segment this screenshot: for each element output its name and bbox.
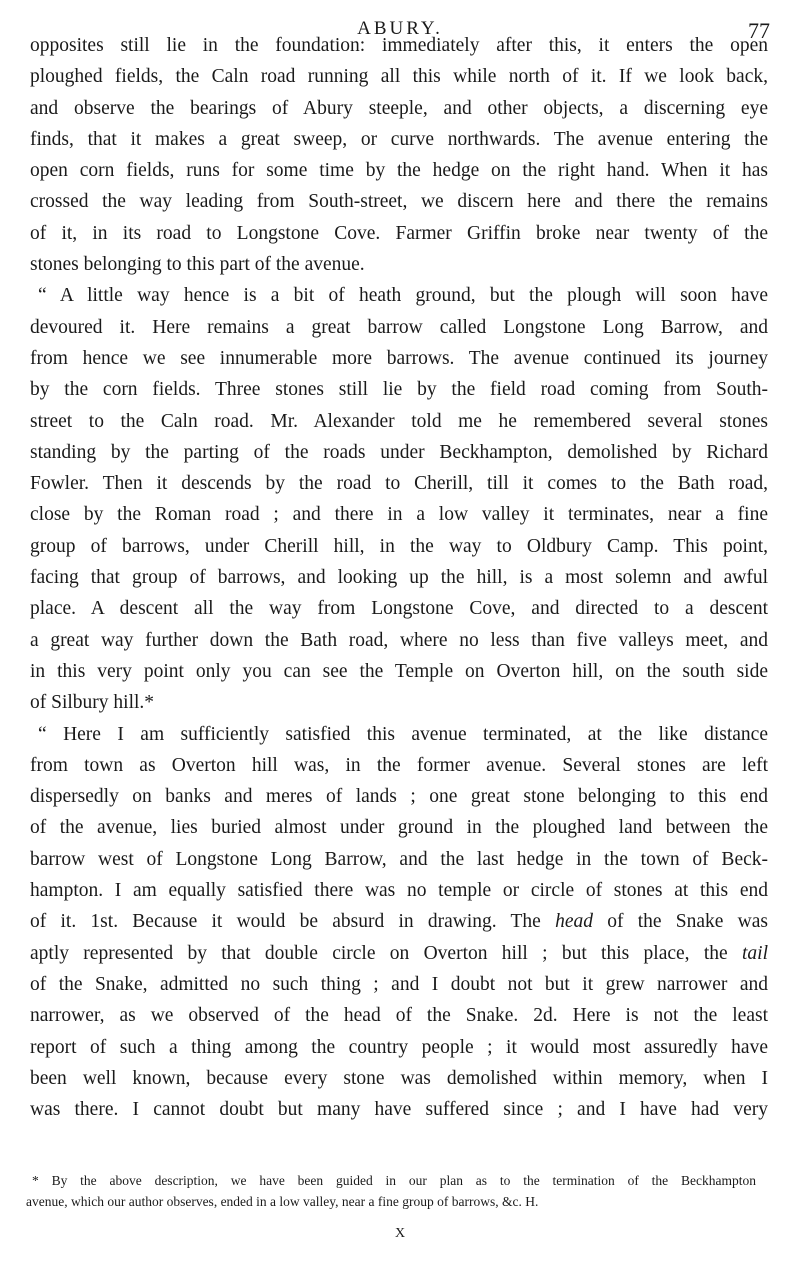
text-line xyxy=(30,30,768,61)
text-line xyxy=(30,437,768,468)
text-line xyxy=(30,656,768,687)
text-segment: from town as Overton hill was, in the former avenue. Several stones are left xyxy=(30,754,768,776)
text-segment: been well known, because every stone was demolished within memory, when I xyxy=(30,1067,768,1089)
text-line xyxy=(30,499,768,530)
text-line xyxy=(30,593,768,624)
text-line xyxy=(30,124,768,155)
text-segment: devoured it. Here remains a great barrow called Longstone Long Barrow, and xyxy=(30,316,768,338)
text-segment: was there. I cannot doubt but many have suffered since ; and I have had very xyxy=(30,1099,768,1121)
text-segment: narrower, as we observed of the head of the Snake. 2d. Here is not the least xyxy=(30,1005,768,1027)
text-segment: street to the Caln road. Mr. Alexander told me he remembered several stones xyxy=(30,410,768,432)
text-line xyxy=(30,781,768,812)
text-segment: of the avenue, lies buried almost under ground in the ploughed land between the xyxy=(30,817,768,839)
text-segment: “ A little way hence is a bit of heath ground, but the plough will soon have xyxy=(38,285,768,307)
text-line xyxy=(30,312,768,343)
text-segment: report of such a thing among the country people ; it would most assuredly have xyxy=(30,1036,768,1058)
text-segment: open corn fields, runs for some time by the hedge on the right hand. When it has xyxy=(30,160,768,182)
signature-mark: X xyxy=(394,1226,406,1241)
page-number: 77 xyxy=(748,18,770,43)
text-line xyxy=(30,186,768,217)
text-line xyxy=(30,687,768,718)
footnote-line: avenue, which our author observes, ended in a low valley, near a fine group of barrows, &c. H. xyxy=(26,1194,539,1209)
text-line xyxy=(30,531,768,562)
text-segment: group of barrows, under Cherill hill, in the way to Oldbury Camp. This point, xyxy=(30,535,768,557)
body-text xyxy=(30,30,768,1125)
italic-word: head xyxy=(555,911,593,933)
text-segment: in this very point only you can see the Temple on Overton hill, on the south side xyxy=(30,660,768,682)
text-line xyxy=(30,562,768,593)
text-segment: crossed the way leading from South-street, we discern here and there the remains xyxy=(30,191,768,213)
text-line xyxy=(30,1063,768,1094)
text-segment: of it, in its road to Longstone Cove. Farmer Griffin broke near twenty of the xyxy=(30,222,768,244)
text-line xyxy=(30,249,768,280)
text-line xyxy=(30,812,768,843)
text-segment: dispersedly on banks and meres of lands ; one great stone belonging to this end xyxy=(30,786,768,808)
text-segment: of the Snake, admitted no such thing ; and I doubt not but it grew narrower and xyxy=(30,973,768,995)
text-line xyxy=(30,1094,768,1125)
text-line xyxy=(30,906,768,937)
text-segment: facing that group of barrows, and looking up the hill, is a most solemn and awful xyxy=(30,567,768,589)
text-segment: from hence we see innumerable more barrows. The avenue continued its journey xyxy=(30,347,768,369)
text-line xyxy=(30,625,768,656)
text-line xyxy=(30,844,768,875)
text-segment: of it. 1st. Because it would be absurd in drawing. The xyxy=(30,911,556,933)
text-segment: by the corn fields. Three stones still lie by the field road coming from South- xyxy=(30,379,768,401)
text-line xyxy=(30,719,768,750)
text-segment: of Silbury hill.* xyxy=(30,692,155,714)
text-line xyxy=(30,218,768,249)
text-line xyxy=(30,343,768,374)
text-segment: standing by the parting of the roads under Beckhampton, demolished by Richard xyxy=(30,441,768,463)
text-segment: hampton. I am equally satisfied there was no temple or circle of stones at this end xyxy=(30,880,768,902)
text-line xyxy=(30,61,768,92)
text-segment: opposites still lie in the foundation: immediately after this, it enters the open xyxy=(30,35,768,56)
text-line xyxy=(30,280,768,311)
text-segment: a great way further down the Bath road, where no less than five valleys meet, and xyxy=(30,629,768,651)
text-line xyxy=(30,468,768,499)
footnote-line: * By the above description, we have been guided in our plan as to the termination of the Beckhampton xyxy=(32,1173,756,1188)
text-line xyxy=(30,155,768,186)
text-segment: “ Here I am sufficiently satisfied this avenue terminated, at the like distance xyxy=(38,723,768,745)
footnote xyxy=(26,1170,756,1212)
text-line xyxy=(30,750,768,781)
text-line xyxy=(30,406,768,437)
text-line xyxy=(30,1000,768,1031)
text-segment: Fowler. Then it descends by the road to Cherill, till it comes to the Bath road, xyxy=(30,473,768,495)
text-line xyxy=(30,938,768,969)
text-segment: ploughed fields, the Caln road running all this while north of it. If we look back, xyxy=(30,66,768,88)
text-segment: and observe the bearings of Abury steeple, and other objects, a discerning eye xyxy=(30,97,768,119)
text-segment: finds, that it makes a great sweep, or curve northwards. The avenue entering the xyxy=(30,128,768,150)
text-segment: stones belonging to this part of the avenue. xyxy=(30,254,365,276)
text-line xyxy=(30,374,768,405)
text-segment: barrow west of Longstone Long Barrow, and the last hedge in the town of Beck- xyxy=(30,848,768,870)
text-segment: close by the Roman road ; and there in a low valley it terminates, near a fine xyxy=(30,504,768,526)
italic-word: tail xyxy=(741,942,768,964)
text-line xyxy=(30,1032,768,1063)
running-title: ABURY. xyxy=(357,18,443,39)
text-line xyxy=(30,875,768,906)
text-segment: of the Snake was xyxy=(592,911,768,933)
text-line xyxy=(30,93,768,124)
text-segment: place. A descent all the way from Longstone Cove, and directed to a descent xyxy=(30,598,768,620)
text-line xyxy=(30,969,768,1000)
text-segment: aptly represented by that double circle on Overton hill ; but this place, the xyxy=(30,942,742,964)
